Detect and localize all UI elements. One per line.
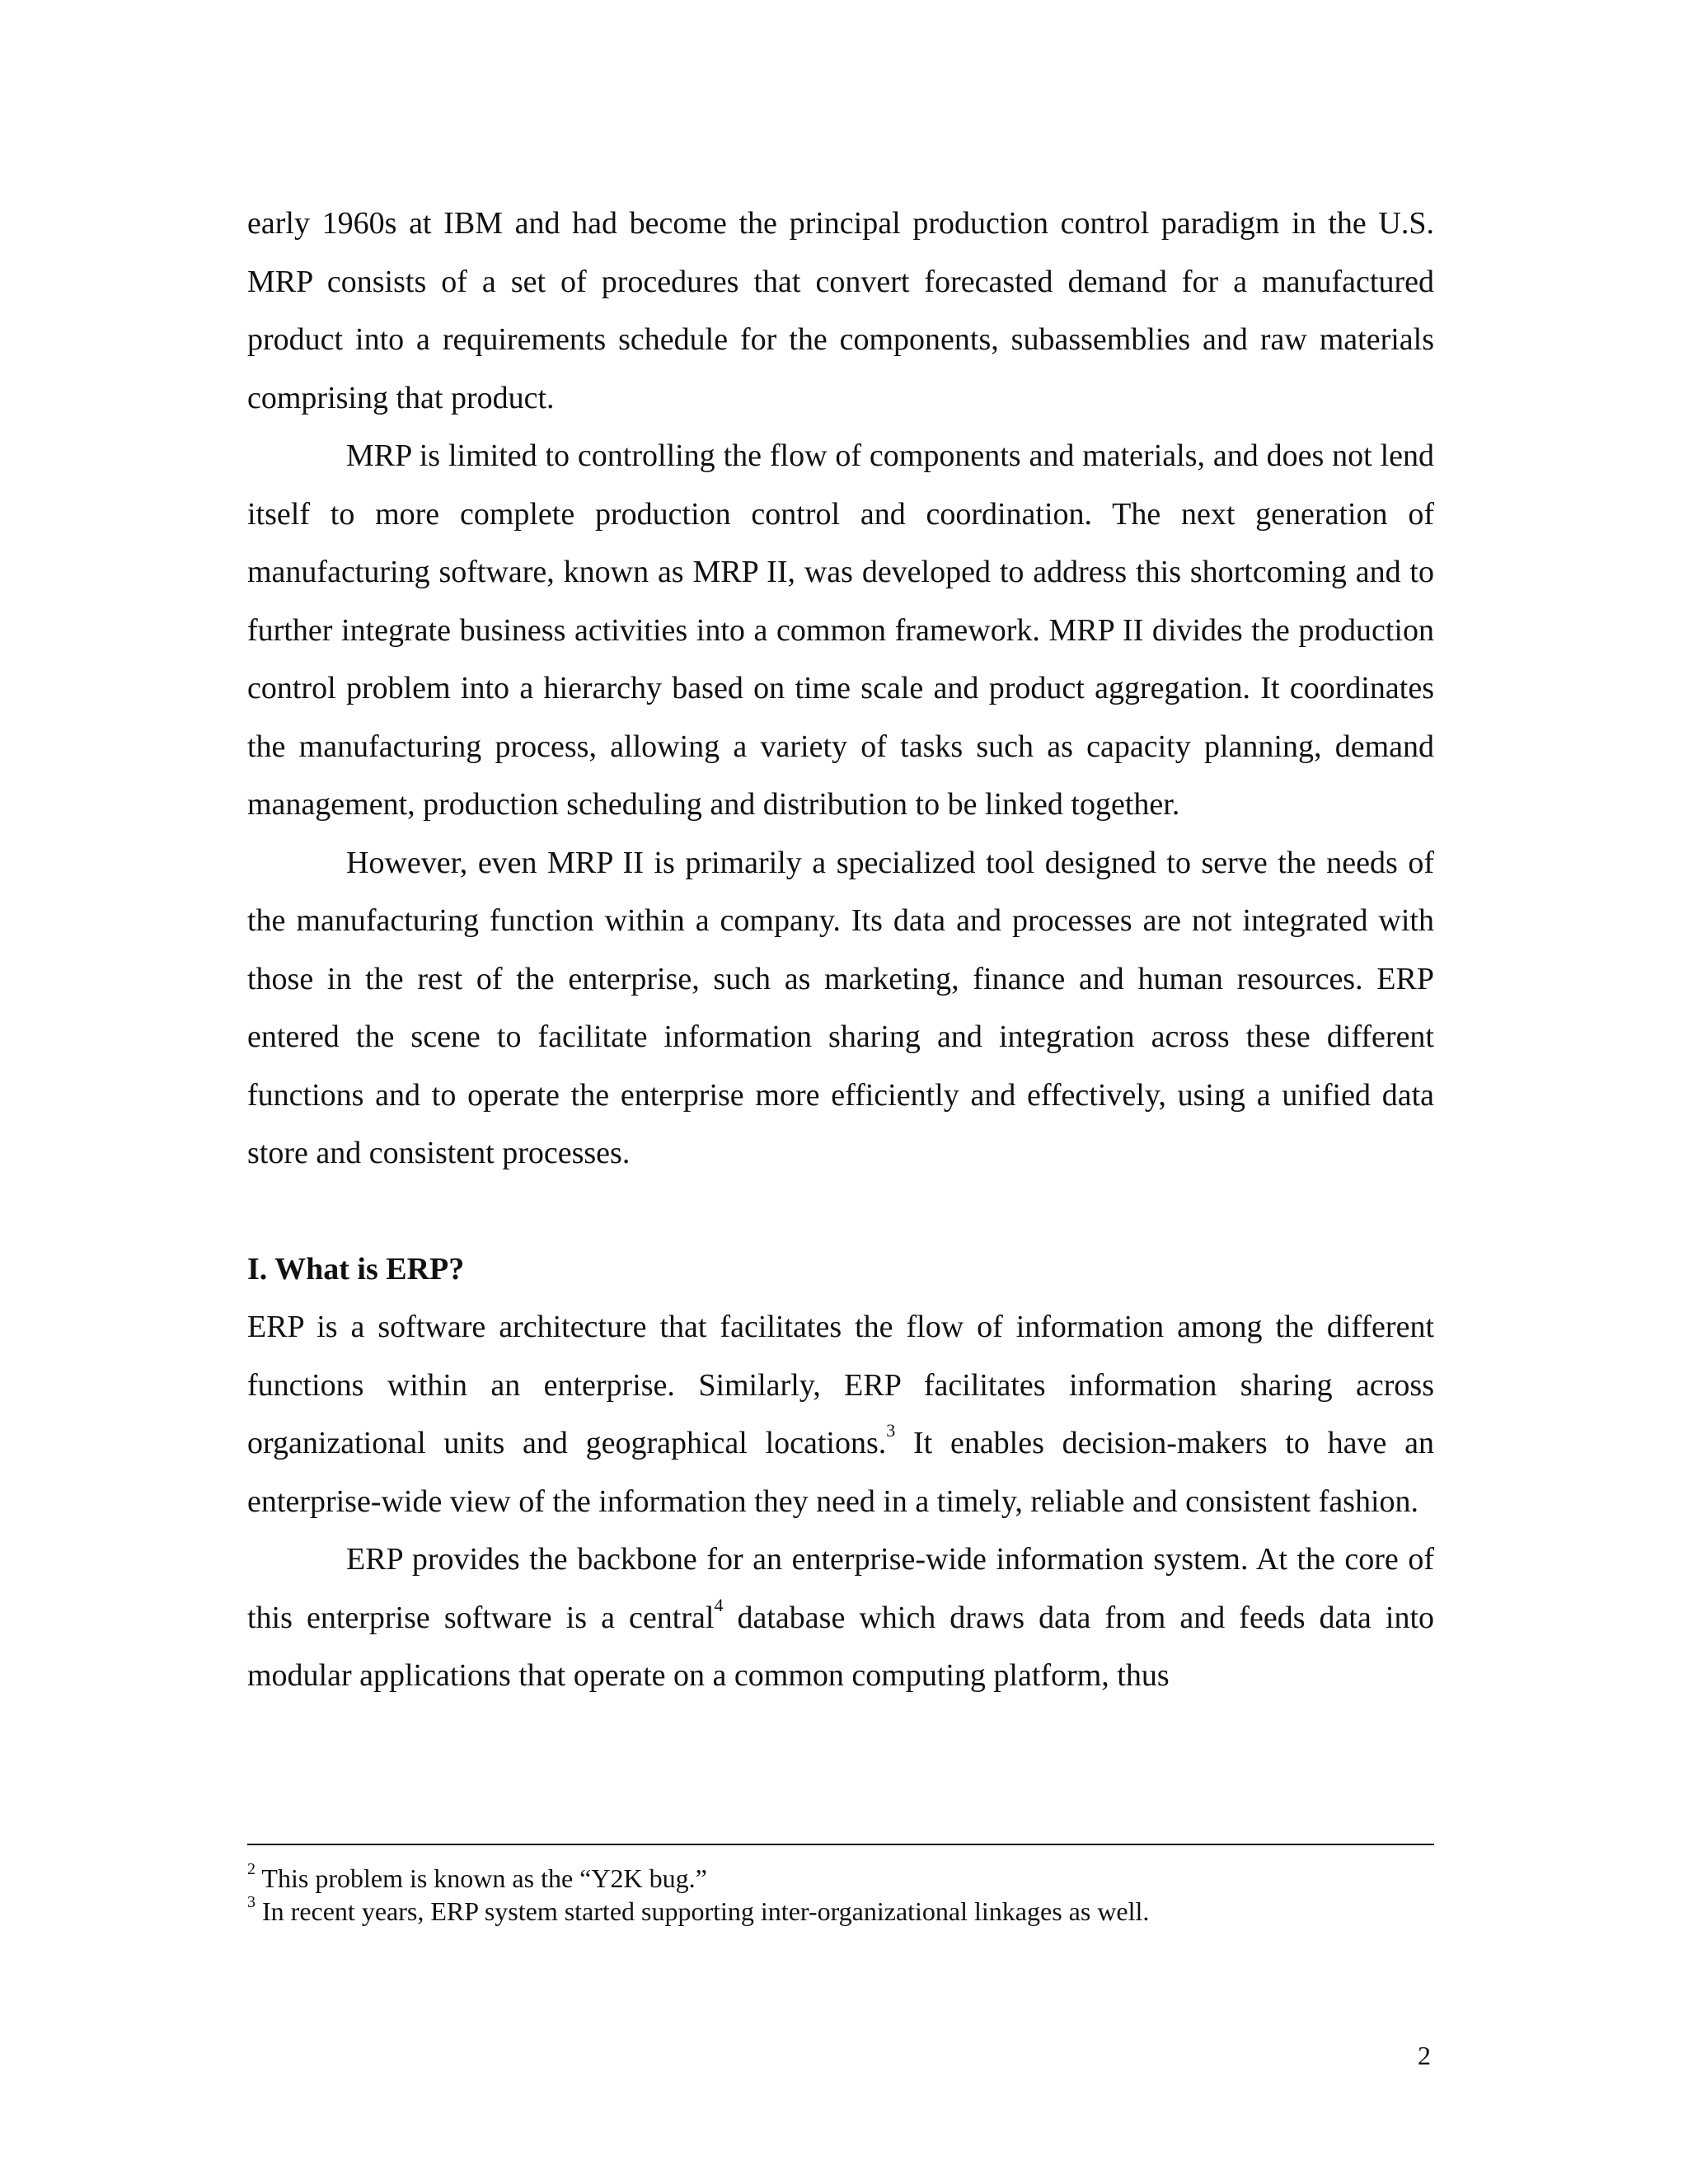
footnote-mark: 2 <box>247 1860 256 1879</box>
body-text <box>247 194 1434 1705</box>
footnote-3 <box>247 1895 1434 1928</box>
paragraph-erp-backbone-text-a: ERP provides the backbone for an enterprise-wide information system. At the core of this enterprise software is a central <box>247 1542 1434 1635</box>
footnote-divider <box>247 1844 1434 1845</box>
footnote-text: In recent years, ERP system started supporting inter-organizational linkages as well. <box>256 1896 1150 1926</box>
paragraph-erp-definition-text-b: It enables decision-makers to have an enterprise-wide view of the information they need in a timely, reliable and consistent fashion. <box>247 1426 1434 1519</box>
paragraph-erp-backbone <box>247 1530 1434 1705</box>
paragraph-mrp-intro: early 1960s at IBM and had become the principal production control paradigm in the U.S. MRP consists of a set of procedures that convert forecasted demand for a manufactured product into a requirements schedule for the components, subassemblies and raw materials comprising that product. <box>247 206 1434 415</box>
footnote-mark: 3 <box>247 1893 256 1912</box>
paragraph-erp-definition <box>247 1298 1434 1530</box>
footnote-2 <box>247 1862 1434 1895</box>
section-heading: I. What is ERP? <box>247 1251 465 1286</box>
paragraph-erp-definition-text-a: ERP is a software architecture that facilitates the flow of information among the different functions within an enterprise. Similarly, ERP facilitates information sharing across organizational units and geographical locations. <box>247 1310 1434 1460</box>
paragraph-mrp-limits: MRP is limited to controlling the flow of components and materials, and does not lend itself to more complete production control and coordination. The next generation of manufacturing software, known as MRP II, was developed to address this shortcoming and to further integrate business activities into a common framework. MRP II divides the production control problem into a hierarchy based on time scale and product aggregation. It coordinates the manufacturing process, allowing a variety of tasks such as capacity planning, demand management, production scheduling and distribution to be linked together. <box>247 438 1434 822</box>
page-number: 2 <box>1418 2041 1431 2070</box>
footnote-ref-3: 3 <box>886 1420 896 1441</box>
paragraph-mrp-ii-specialized: However, even MRP II is primarily a specialized tool designed to serve the needs of the manufacturing function within a company. Its data and processes are not integrated with those in the rest of the enterprise, such as marketing, finance and human resources. ERP entered the scene to facilitate information sharing and integration across these different functions and to operate the enterprise more efficiently and effectively, using a unified data store and consistent processes. <box>247 845 1434 1170</box>
paragraph-erp-backbone-text-b: database which draws data from and feeds data into modular applications that operate on a common computing platform, thus <box>247 1600 1435 1693</box>
footnote-text: This problem is known as the “Y2K bug.” <box>256 1863 707 1893</box>
footnotes <box>247 1844 1434 1928</box>
footnote-ref-4: 4 <box>714 1594 724 1615</box>
